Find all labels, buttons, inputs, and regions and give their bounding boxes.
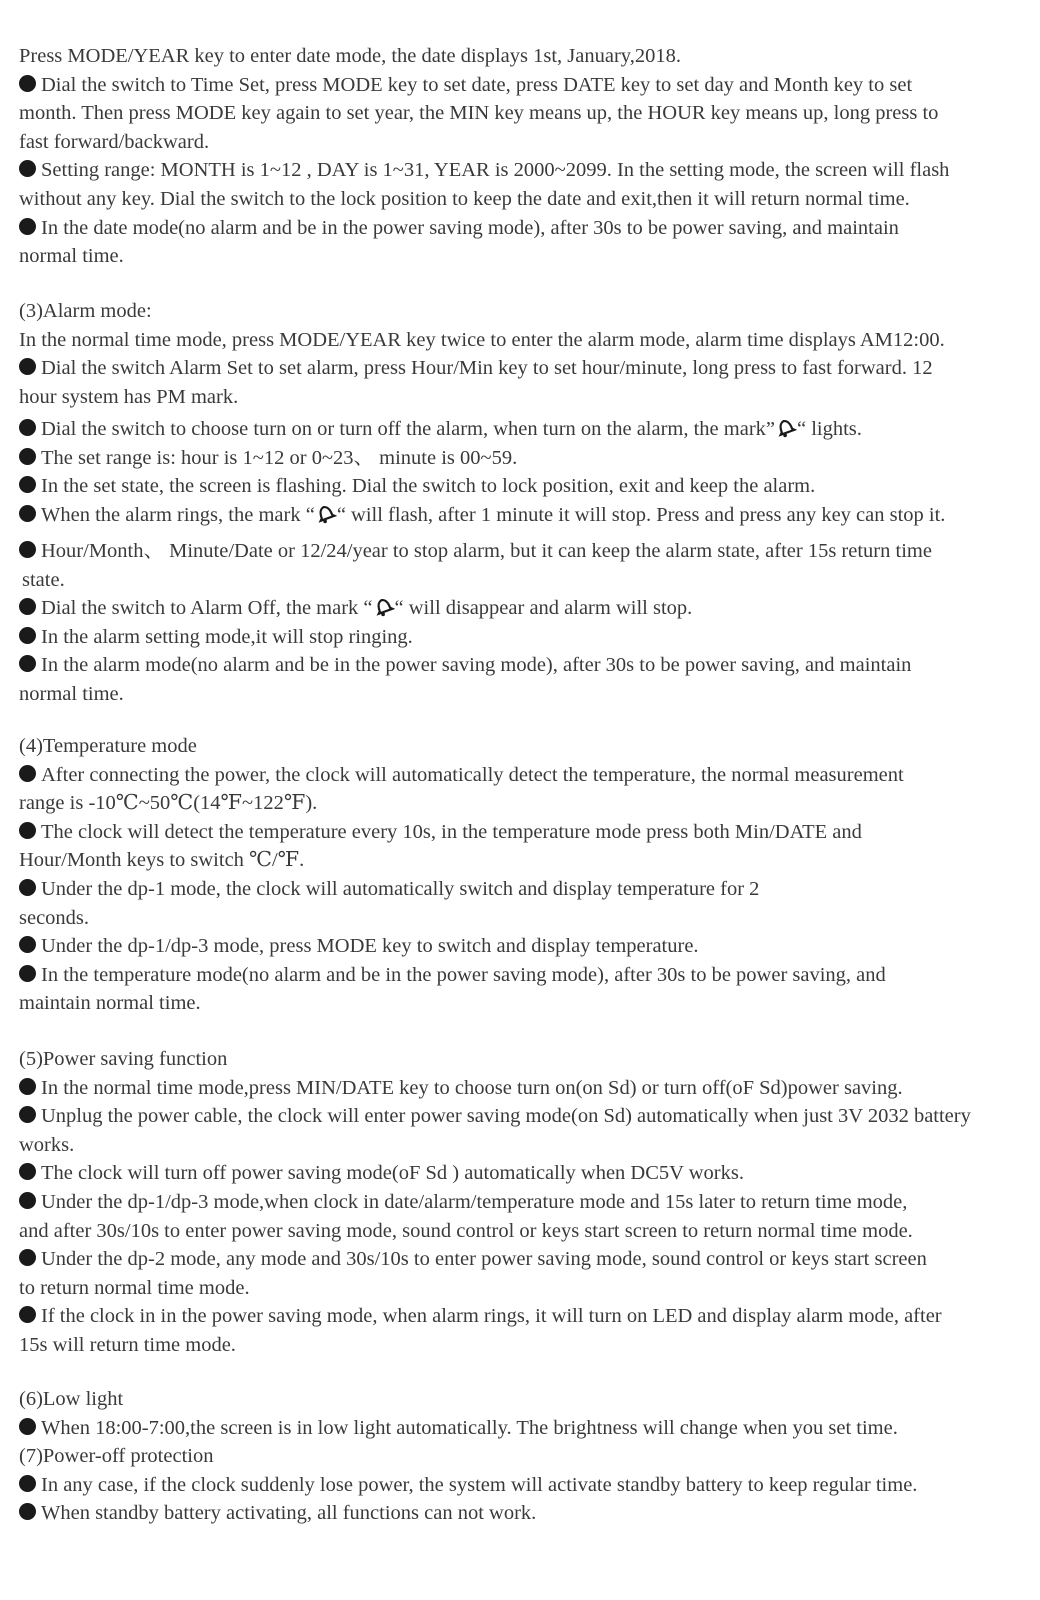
list-item: Dial the switch to Alarm Off, the mark “ “ will disappear and alarm will stop. (19, 594, 1029, 623)
list-item: In the normal time mode,press MIN/DATE key to choose turn on(on Sd) or turn off(oF Sd)power saving. (19, 1074, 1029, 1103)
bullet-icon (19, 818, 41, 847)
section-heading: (6)Low light (19, 1388, 124, 1410)
list-item: Under the dp-1/dp-3 mode,when clock in date/alarm/temperature mode and 15s later to return time mode, (19, 1188, 1029, 1217)
bullet-icon (19, 651, 41, 680)
section-heading: (4)Temperature mode (19, 735, 197, 757)
bullet-icon (19, 537, 41, 566)
list-item: In the temperature mode(no alarm and be in the power saving mode), after 30s to be power saving, and (19, 961, 1029, 990)
alarm-bell-icon (373, 596, 395, 618)
list-item: Dial the switch Alarm Set to set alarm, press Hour/Min key to set hour/minute, long press to fast forward. 12 (19, 354, 1029, 383)
list-item: The clock will turn off power saving mode(oF Sd ) automatically when DC5V works. (19, 1159, 1029, 1188)
power-saving-section: (5)Power saving function In the normal time mode,press MIN/DATE key to choose turn on(on Sd) or turn off(oF Sd)power saving. Unplug the power cable, the clock will enter power saving mode(on Sd) automatically when just 3V 2032 battery works. The clock will turn off power saving mode(oF Sd ) automatically when DC5V works. Under the dp-1/dp-3 mode,when clock in date/alarm/temperature mode and 15s later to return time mode, and after 30s/10s to enter power saving mode, sound control or keys start screen to return normal time mode. Under the dp-2 mode, any mode and 30s/10s to enter power saving mode, sound control or keys start screen to return normal time mode. If the clock in in the power saving mode, when alarm rings, it will turn on LED and display alarm mode, after 15s will return time mode. (19, 1045, 1029, 1360)
alarm-mode-section-3: Hour/Month、 Minute/Date or 12/24/year to stop alarm, but it can keep the alarm state, after 15s return time state. Dial the switch to Alarm Off, the mark “ “ will disappear and alarm will stop. In the alarm setting mode,it will stop ringing. In the alarm mode(no alarm and be in the power saving mode), after 30s to be power saving, and maintain normal time. (19, 537, 1029, 709)
bullet-icon (19, 501, 41, 530)
list-item: When standby battery activating, all functions can not work. (19, 1499, 1029, 1528)
bullet-icon (19, 1159, 41, 1188)
list-item: Under the dp-1/dp-3 mode, press MODE key to switch and display temperature. (19, 932, 1029, 961)
bullet-icon (19, 214, 41, 243)
list-item: In the alarm setting mode,it will stop ringing. (19, 623, 1029, 652)
bullet-icon (19, 1245, 41, 1274)
bullet-icon (19, 594, 41, 623)
list-item: When 18:00-7:00,the screen is in low light automatically. The brightness will change when you set time. (19, 1414, 1029, 1443)
bullet-icon (19, 961, 41, 990)
date-mode-intro: Press MODE/YEAR key to enter date mode, the date displays 1st, January,2018. (19, 45, 681, 67)
bullet-icon (19, 156, 41, 185)
list-item: After connecting the power, the clock will automatically detect the temperature, the normal measurement (19, 761, 1029, 790)
temperature-mode-section: (4)Temperature mode After connecting the power, the clock will automatically detect the temperature, the normal measurement range is -10℃~50℃(14℉~122℉). The clock will detect the temperature every 10s, in the temperature mode press both Min/DATE and Hour/Month keys to switch ℃/℉. Under the dp-1 mode, the clock will automatically switch and display temperature for 2 seconds. Under the dp-1/dp-3 mode, press MODE key to switch and display temperature. In the temperature mode(no alarm and be in the power saving mode), after 30s to be power saving, and maintain normal time. (19, 732, 1029, 1018)
list-item: In the set state, the screen is flashing. Dial the switch to lock position, exit and keep the alarm. (19, 472, 1029, 501)
bullet-icon (19, 1499, 41, 1528)
alarm-bell-icon (775, 417, 797, 439)
list-item: Setting range: MONTH is 1~12 , DAY is 1~31, YEAR is 2000~2099. In the setting mode, the screen will flash (19, 156, 1029, 185)
date-mode-section: Press MODE/YEAR key to enter date mode, the date displays 1st, January,2018. Dial the switch to Time Set, press MODE key to set date, press DATE key to set day and Month key to set month. Then press MODE key again to set year, the MIN key means up, the HOUR key means up, long press to fast forward/backward. Setting range: MONTH is 1~12 , DAY is 1~31, YEAR is 2000~2099. In the setting mode, the screen will flash without any key. Dial the switch to the lock position to keep the date and exit,then it will return normal time. In the date mode(no alarm and be in the power saving mode), after 30s to be power saving, and maintain normal time. (19, 42, 1029, 271)
alarm-bell-icon (315, 503, 337, 525)
bullet-icon (19, 1471, 41, 1500)
bullet-icon (19, 71, 41, 100)
low-light-section (19, 1385, 1029, 1528)
bullet-icon (19, 1302, 41, 1331)
list-item: Under the dp-2 mode, any mode and 30s/10s to enter power saving mode, sound control or keys start screen (19, 1245, 1029, 1274)
bullet-icon (19, 472, 41, 501)
list-item: The set range is: hour is 1~12 or 0~23、 minute is 00~59. (19, 444, 1029, 473)
list-item: If the clock in in the power saving mode, when alarm rings, it will turn on LED and display alarm mode, after (19, 1302, 1029, 1331)
section-heading: (7)Power-off protection (19, 1445, 214, 1468)
alarm-mode-section-2 (19, 415, 1029, 529)
section-heading: (5)Power saving function (19, 1048, 228, 1070)
bullet-icon (19, 623, 41, 652)
list-item: The clock will detect the temperature every 10s, in the temperature mode press both Min/DATE and (19, 818, 1029, 847)
bullet-icon (19, 932, 41, 961)
alarm-mode-section: (3)Alarm mode: In the normal time mode, press MODE/YEAR key twice to enter the alarm mode, alarm time displays AM12:00. Dial the switch Alarm Set to set alarm, press Hour/Min key to set hour/minute, long press to fast forward. 12 hour system has PM mark. (19, 297, 1029, 411)
list-item: In any case, if the clock suddenly lose power, the system will activate standby battery to keep regular time. (19, 1471, 1029, 1500)
list-item: Hour/Month、 Minute/Date or 12/24/year to stop alarm, but it can keep the alarm state, after 15s return time (19, 537, 1029, 566)
list-item: Dial the switch to Time Set, press MODE key to set date, press DATE key to set day and Month key to set (19, 71, 1029, 100)
list-item: In the date mode(no alarm and be in the power saving mode), after 30s to be power saving, and maintain (19, 214, 1029, 243)
bullet-icon (19, 1188, 41, 1217)
list-item: Dial the switch to choose turn on or turn off the alarm, when turn on the alarm, the mark” “ lights. (19, 415, 1029, 444)
bullet-icon (19, 761, 41, 790)
bullet-icon (19, 444, 41, 473)
bullet-icon (19, 1414, 41, 1443)
bullet-icon (19, 354, 41, 383)
bullet-icon (19, 415, 41, 444)
section-heading: (3)Alarm mode: (19, 300, 152, 322)
list-item: Unplug the power cable, the clock will enter power saving mode(on Sd) automatically when just 3V 2032 battery (19, 1102, 1029, 1131)
list-item: Under the dp-1 mode, the clock will automatically switch and display temperature for 2 (19, 875, 1029, 904)
list-item: In the alarm mode(no alarm and be in the power saving mode), after 30s to be power saving, and maintain (19, 651, 1029, 680)
list-item: When the alarm rings, the mark “ “ will flash, after 1 minute it will stop. Press and press any key can stop it. (19, 501, 1029, 530)
bullet-icon (19, 875, 41, 904)
bullet-icon (19, 1102, 41, 1131)
bullet-icon (19, 1074, 41, 1103)
